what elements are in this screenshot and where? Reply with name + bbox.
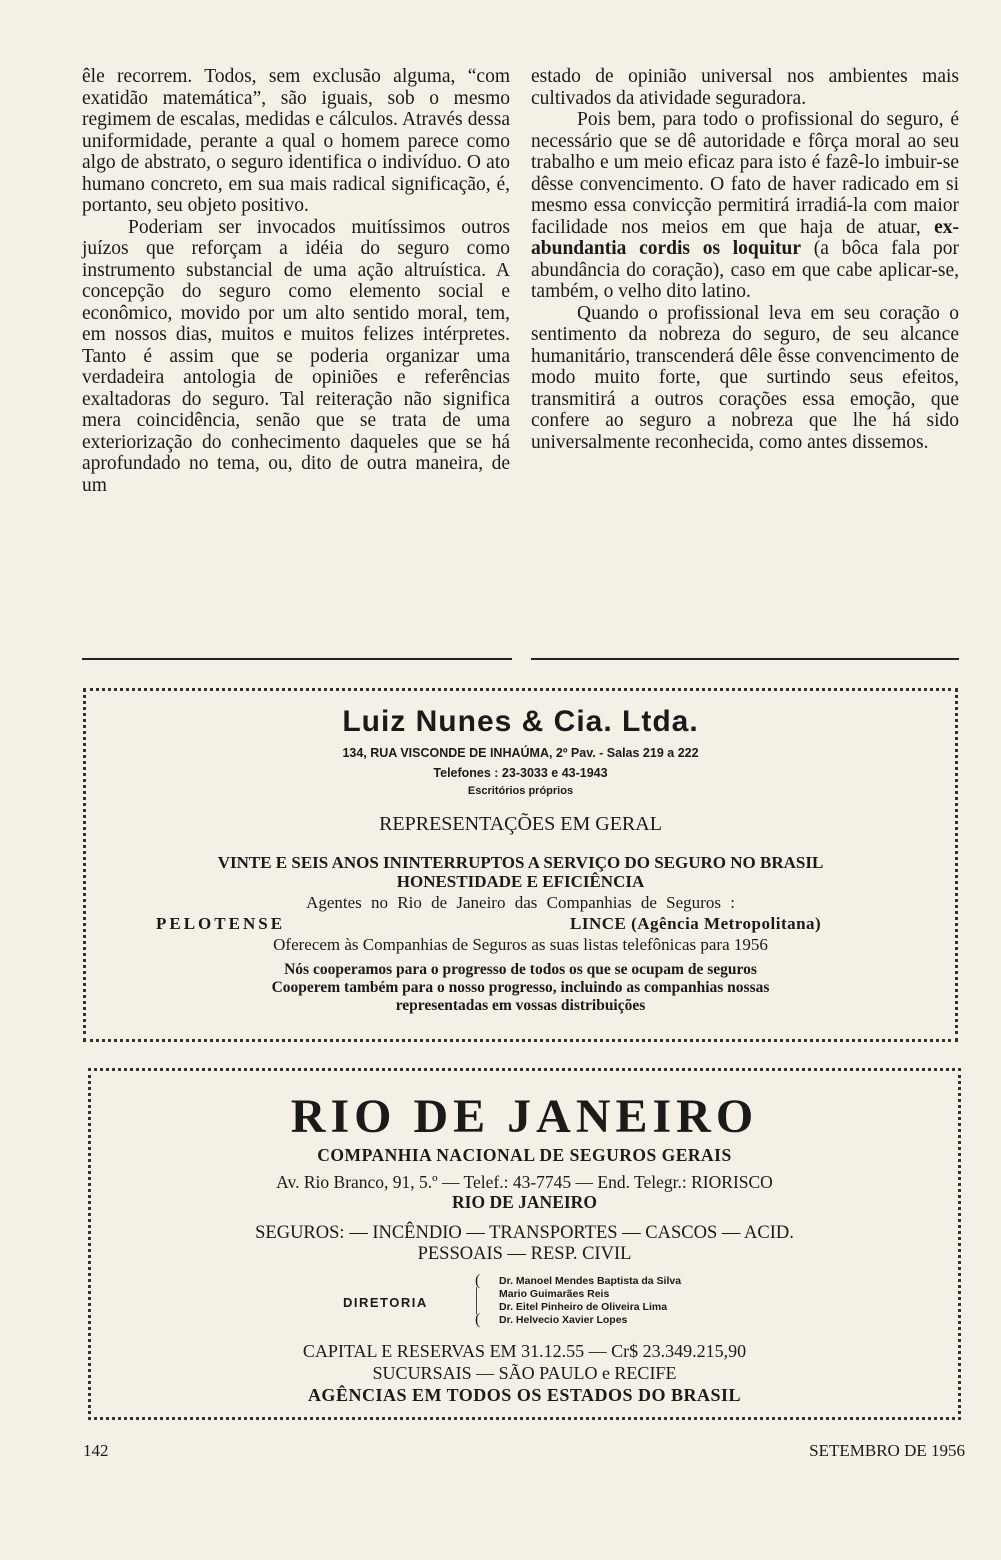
ad-director: Dr. Helvecio Xavier Lopes	[499, 1314, 628, 1326]
ad-text-line: Cooperem também para o nosso progresso, incluindo as companhias nossas	[271, 979, 770, 996]
ad-capital: CAPITAL E RESERVAS EM 31.12.55 — Cr$ 23.349.215,90	[302, 1341, 747, 1361]
ad-company-name: Luiz Nunes & Cia. Ltda.	[342, 705, 699, 738]
ad-text-line: Nós cooperamos para o progresso de todos os que se ocupam de seguros	[284, 961, 757, 978]
ad-address: 134, RUA VISCONDE DE INHAÚMA, 2º Pav. - Salas 219 a 222	[342, 746, 699, 760]
article-column-left	[82, 66, 510, 496]
ad-director-list	[499, 1275, 681, 1327]
ad-board-bracket: ( | | (	[475, 1272, 481, 1328]
ad-insurance-types: SEGUROS: — INCÊNDIO — TRANSPORTES — CASCOS — ACID.	[255, 1223, 794, 1243]
ad-insurance-types: PESSOAIS — RESP. CIVIL	[417, 1244, 632, 1264]
latin-phrase: ex-abundantia cordis os loquitur	[531, 216, 959, 259]
ad-text-line: Agentes no Rio de Janeiro das Companhias de Seguros :	[306, 893, 735, 912]
ad-director: Dr. Eitel Pinheiro de Oliveira Lima	[499, 1301, 668, 1313]
ad-subtitle: COMPANHIA NACIONAL DE SEGUROS GERAIS	[317, 1145, 732, 1165]
paragraph-text: (a bôca fala por abundância do coração), caso em que cabe aplicar-se, também, o velho dito latino.	[531, 238, 959, 302]
ad-phones: Telefones : 23-3033 e 43-1943	[433, 766, 608, 780]
article-paragraph: Quando o profissional leva em seu coração o sentimento da nobreza do seguro, de seu alcance humanitário, transcenderá dêle êsse convencimento de modo muito forte, que surtindo seus efeitos, transmitirá a outros corações essa emoção, que confere ao seguro a nobreza que lhe há sido universalmente reconhecida, como antes dissemos.	[531, 302, 959, 453]
issue-date: SETEMBRO DE 1956	[809, 1441, 965, 1460]
ad-address: Av. Rio Branco, 91, 5.º — Telef.: 43-7745 — End. Telegr.: RIORISCO	[276, 1172, 773, 1192]
separator-rule	[82, 658, 512, 660]
ad-agencies: AGÊNCIAS EM TODOS OS ESTADOS DO BRASIL	[307, 1385, 742, 1405]
ad-branches: SUCURSAIS — SÃO PAULO e RECIFE	[372, 1363, 677, 1383]
ad-text-line: VINTE E SEIS ANOS ININTERRUPTOS A SERVIÇO DO SEGURO NO BRASIL	[217, 853, 824, 872]
ad-company-pelotense: PELOTENSE	[156, 914, 286, 933]
ad-text-line: representadas em vossas distribuições	[395, 997, 646, 1014]
ad-headline: REPRESENTAÇÕES EM GERAL	[379, 813, 662, 835]
article-paragraph: Poderiam ser invocados muitíssimos outros juízos que reforçam a idéia do seguro como instrumento substancial de uma ação altruística. A concepção do seguro como elemento social e econômico, movido por um alto sentido moral, tem, em nossos dias, muitos e muitos felizes intérpretes. Tanto é assim que se poderia organizar uma verdadeira antologia de opiniões e referências exaltadoras do seguro. Tal reiteração não significa mera coincidência, senão que se trata de uma exteriorização do conhecimento daqueles que se há aprofundado no tema, ou, dito de outra maneira, de um	[82, 216, 510, 496]
separator-rule	[531, 658, 959, 660]
paragraph-text: Pois bem, para todo o profissional do seguro, é necessário que se dê autoridade e fôrça moral ao seu trabalho e um meio eficaz para isto é fazê-lo imbuir-se dêsse convencimento. O fato de haver radicado em si mesmo essa convicção permitirá irradiá-la com maior facilidade nos meios em que haja de atuar,	[531, 109, 959, 238]
article-paragraph: êle recorrem. Todos, sem exclusão alguma, “com exatidão matemática”, são iguais, sob o mesmo regimem de escalas, medidas e cálculos. Através dessa uniformidade, perante a qual o homem parece como algo de abstrato, o seguro identifica o indivíduo. O ato humano concreto, em sua mais radical significação, é, portanto, seu objeto positivo.	[82, 66, 510, 216]
ad-company-lince: LINCE (Agência Metropolitana)	[570, 914, 822, 933]
article-column-right	[531, 66, 959, 453]
page-number: 142	[83, 1441, 109, 1460]
ad-board-label: DIRETORIA	[343, 1295, 428, 1310]
ad-offices: Escritórios próprios	[467, 785, 574, 797]
article-paragraph: estado de opinião universal nos ambientes mais cultivados da atividade seguradora.	[531, 66, 959, 109]
ad-director: Mario Guimarães Reis	[499, 1288, 610, 1300]
advertisement-luiz-nunes	[83, 688, 958, 1042]
ad-text-line: HONESTIDADE E EFICIÊNCIA	[396, 872, 645, 891]
advertisement-rio-de-janeiro	[88, 1068, 961, 1420]
ad-text-line: Oferecem às Companhias de Seguros as suas listas telefônicas para 1956	[273, 935, 768, 954]
ad-director: Dr. Manoel Mendes Baptista da Silva	[499, 1275, 682, 1287]
article-paragraph	[531, 109, 959, 303]
ad-title: RIO DE JANEIRO	[290, 1090, 759, 1143]
ad-city: RIO DE JANEIRO	[452, 1192, 597, 1212]
